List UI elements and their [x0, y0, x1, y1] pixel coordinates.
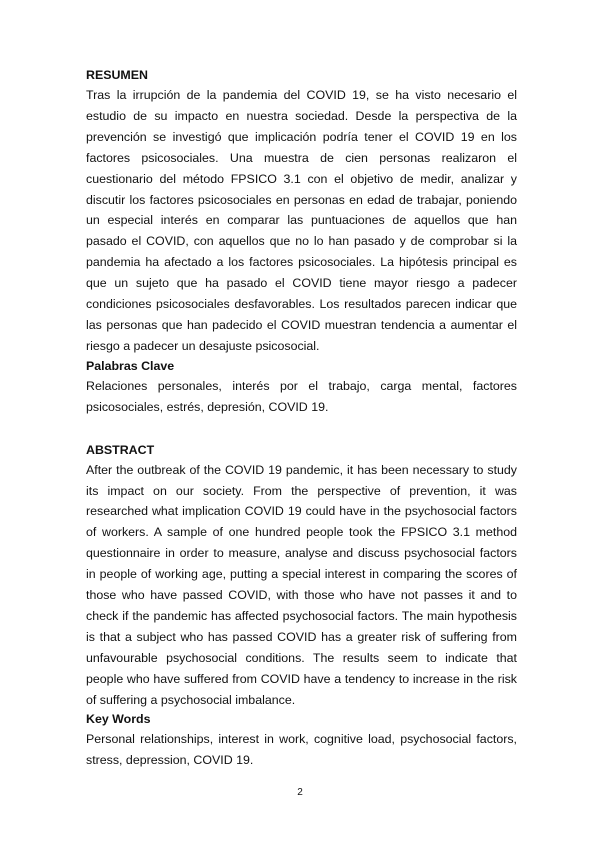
palabras-clave-heading: Palabras Clave	[86, 358, 175, 373]
key-words-text: Personal relationships, interest in work, cognitive load, psychosocial factors, stress, depression, COVID 19.	[86, 732, 517, 768]
document-page	[86, 66, 517, 771]
resumen-heading: RESUMEN	[86, 68, 148, 82]
page-number: 2	[297, 787, 303, 798]
key-words-heading: Key Words	[86, 712, 151, 727]
abstract-body: After the outbreak of the COVID 19 pandemic, it has been necessary to study its impact on our society. From the perspective of prevention, it was researched what implication COVID 19 could have in the psychosocial factors of workers. A sample of one hundred people took the FPSICO 3.1 method questionnaire in order to measure, analyse and discuss psychosocial factors in people of working age, putting a special interest in comparing the scores of those who have passed COVID, with those who have not passes it and to check if the pandemic has affected psychosocial factors. The main hypothesis is that a subject who has passed COVID has a greater risk of suffering from unfavourable psychosocial conditions. The results seem to indicate that people who have suffered from COVID have a tendency to increase in the risk of suffering a psychosocial imbalance.	[86, 462, 517, 707]
resumen-section	[86, 66, 517, 418]
abstract-heading: ABSTRACT	[86, 442, 155, 457]
resumen-body: Tras la irrupción de la pandemia del COVID 19, se ha visto necesario el estudio de su impacto en nuestra sociedad. Desde la perspectiva de la prevención se investigó que implicación podría tener el COVID 19 en los factores psicosociales. Una muestra de cien personas realizaron el cuestionario del método FPSICO 3.1 con el objetivo de medir, analizar y discutir los factores psicosociales en personas en edad de trabajar, poniendo un especial interés en comparar las puntuaciones de aquellos que han pasado el COVID, con aquellos que no lo han pasado y de comprobar si la pandemia ha afectado a los factores psicosociales. La hipótesis principal es que un sujeto que ha pasado el COVID tiene mayor riesgo a padecer condiciones psicosociales desfavorables. Los resultados parecen indicar que las personas que han padecido el COVID muestran tendencia a aumentar el riesgo a padecer un desajuste psicosocial.	[86, 88, 517, 353]
abstract-section	[86, 441, 517, 772]
palabras-clave-text: Relaciones personales, interés por el trabajo, carga mental, factores psicosociales, estrés, depresión, COVID 19.	[86, 378, 517, 414]
section-spacer	[86, 418, 517, 441]
